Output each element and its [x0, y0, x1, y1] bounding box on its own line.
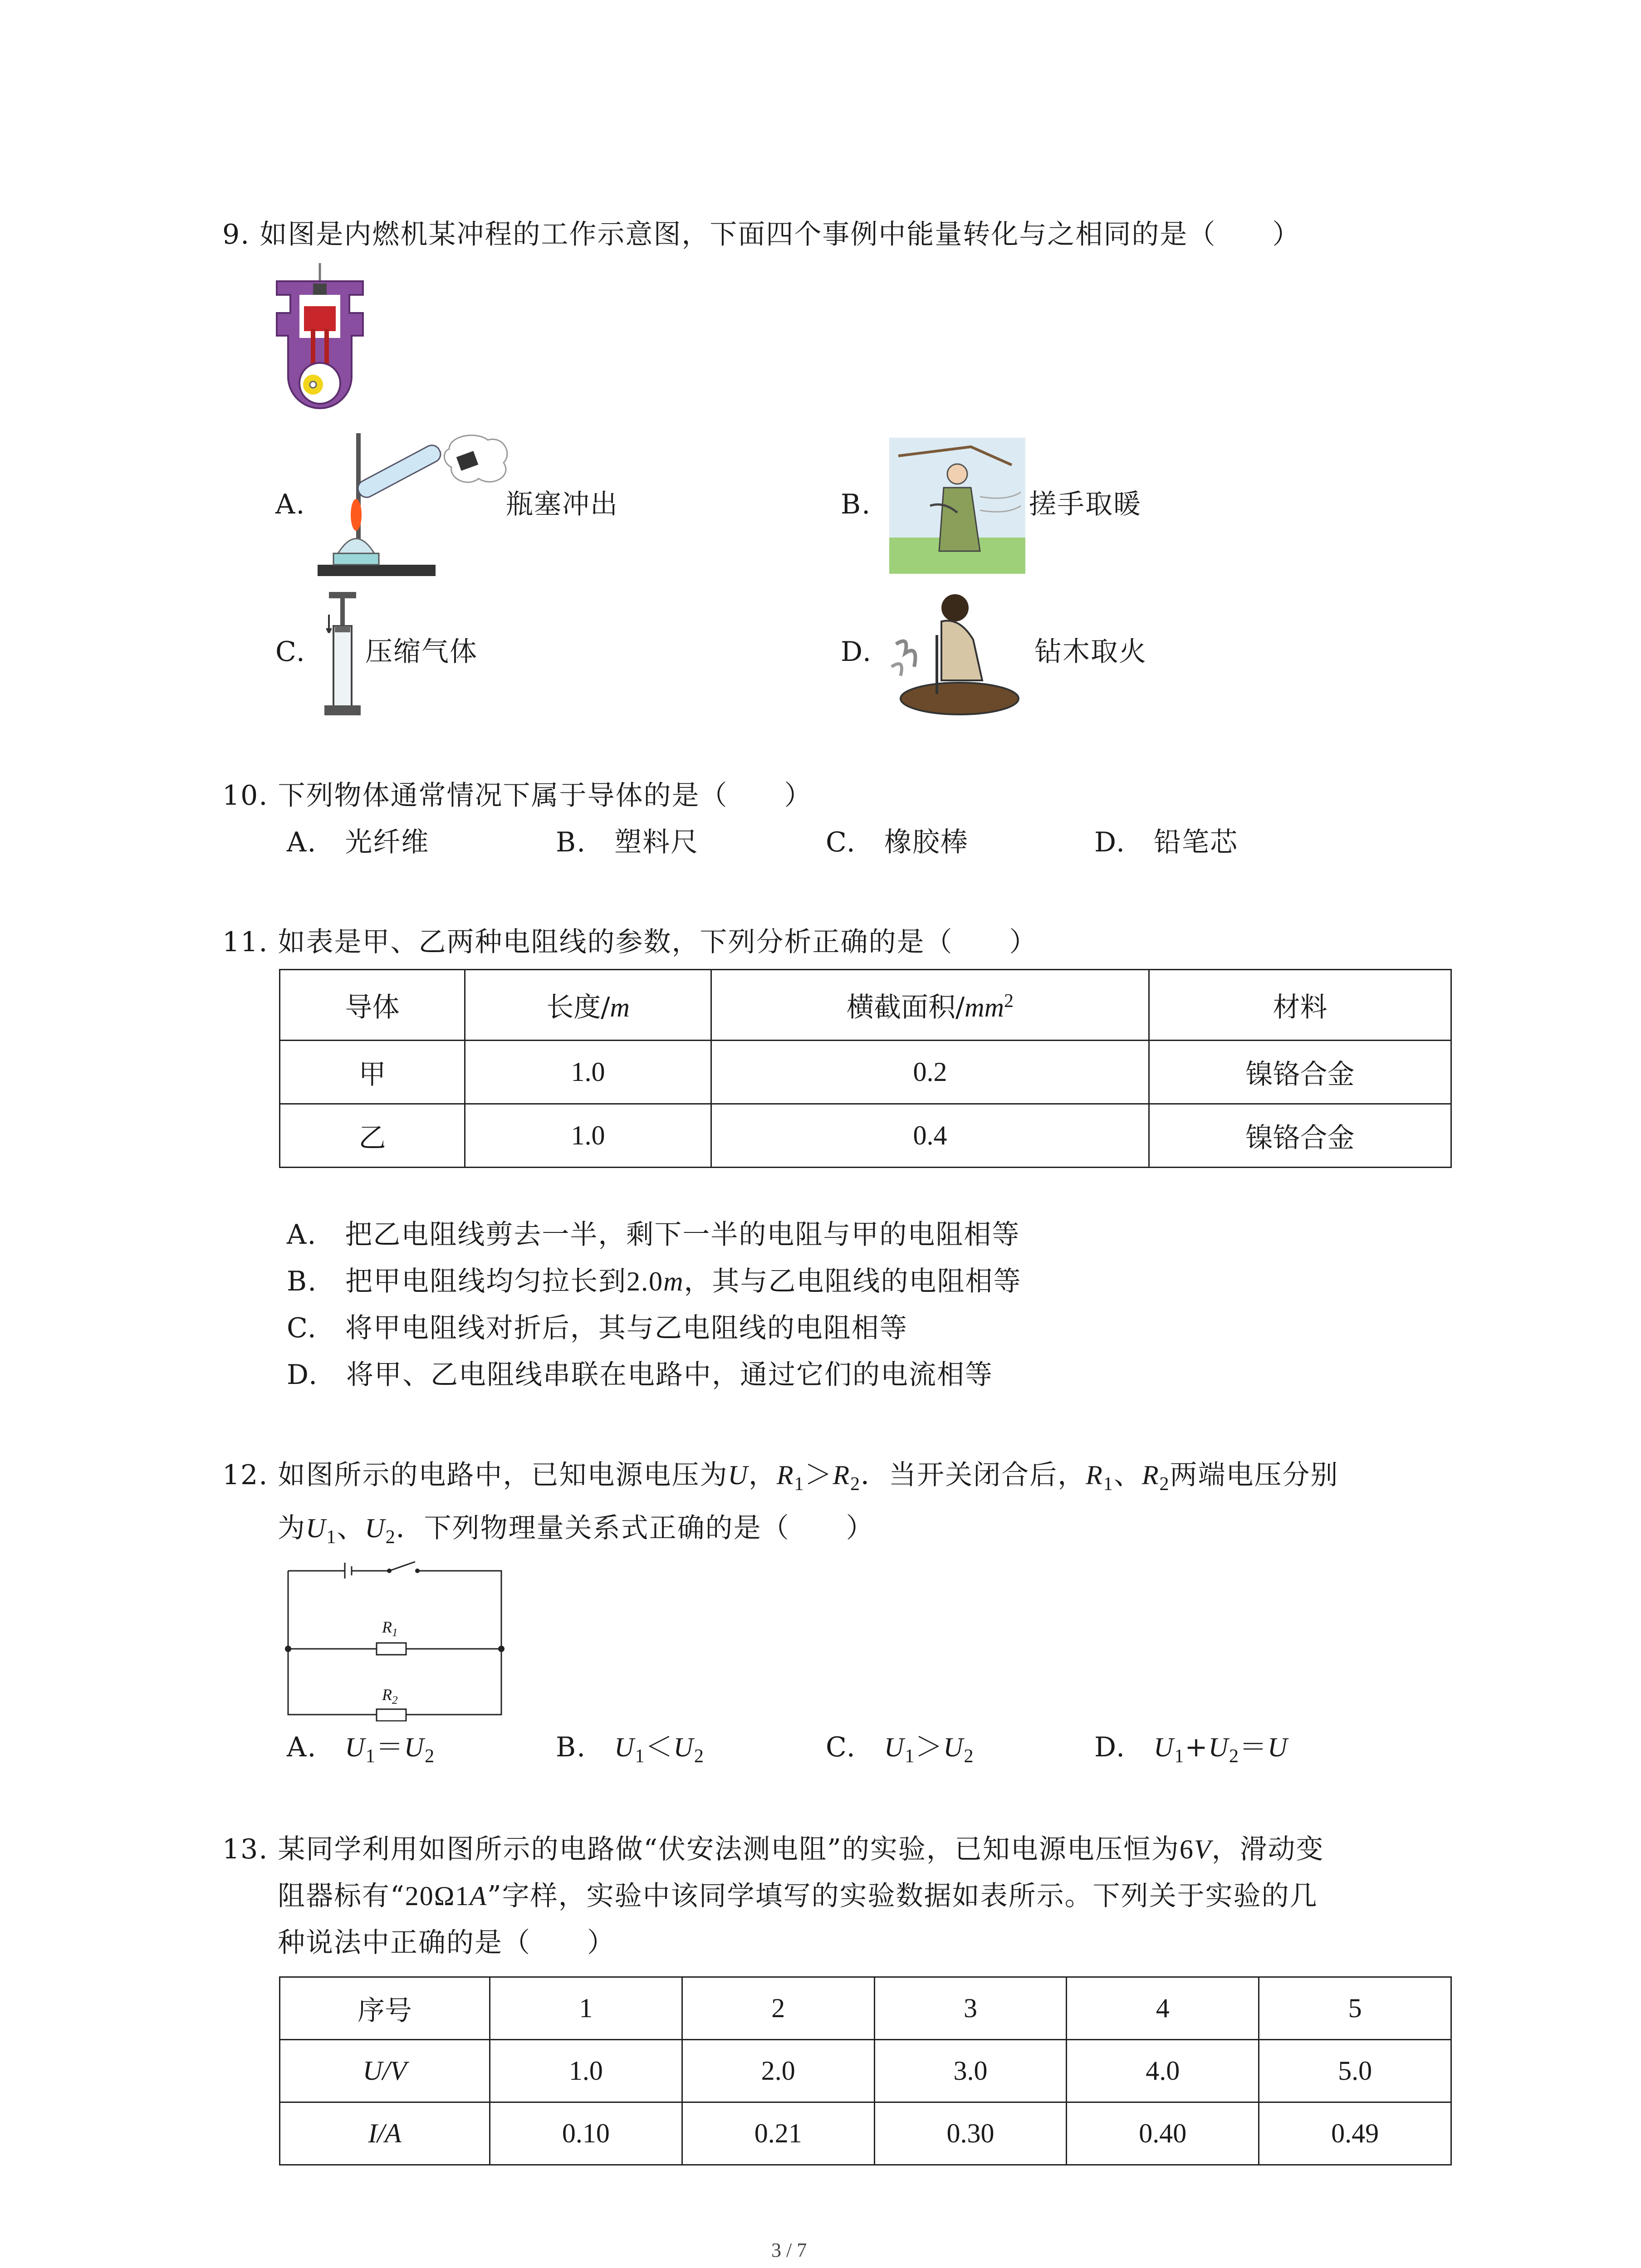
q11-table	[279, 969, 1452, 1168]
rubbing-hands-figure	[889, 438, 1025, 574]
table-row	[280, 2102, 1451, 2165]
q9-text: 如图是内燃机某冲程的工作示意图，下面四个事例中能量转化与之相同的是（ ）	[260, 219, 1301, 250]
table-cell: 2	[682, 1977, 874, 2040]
page-number: 3 / 7	[771, 2239, 807, 2261]
q9-option-c-letter: C.	[275, 636, 306, 668]
q9-option-c-text: 压缩气体	[365, 636, 478, 668]
q9-option-b-text: 搓手取暖	[1029, 489, 1141, 520]
row-label: 序号	[280, 1977, 490, 2040]
q13-table	[279, 1976, 1452, 2165]
table-cell: 4.0	[1067, 2040, 1259, 2102]
table-cell: 0.40	[1067, 2102, 1259, 2165]
table-cell: 5.0	[1259, 2040, 1451, 2102]
table-cell: 5	[1259, 1977, 1451, 2040]
test-tube-cork-figure	[313, 431, 513, 581]
q9-stem	[222, 215, 1300, 254]
q9-option-d-letter: D.	[841, 636, 872, 668]
table-cell: 镍铬合金	[1149, 1041, 1451, 1104]
drill-wood-fire-figure	[887, 590, 1023, 721]
q9-option-d-text: 钻木取火	[1034, 636, 1147, 668]
q9-option-a-letter: A.	[275, 489, 306, 520]
table-cell: 1.0	[465, 1104, 711, 1168]
table-cell: 3	[874, 1977, 1067, 2040]
q10-stem	[222, 777, 813, 815]
q11-stem	[222, 923, 1038, 961]
q13-line1: 13. 某同学利用如图所示的电路做“伏安法测电阻”的实验，已知电源电压恒为6V，滑动变	[222, 1833, 1324, 1865]
table-cell: 0.30	[874, 2102, 1067, 2165]
q10-text: 下列物体通常情况下属于导体的是（ ）	[278, 780, 813, 811]
header-cell: 材料	[1149, 970, 1451, 1041]
r1-label: $R_1$	[382, 1618, 398, 1639]
q12-line1: 12. 如图所示的电路中，已知电源电压为U，$R_1>R_2$．当开关闭合后，$R_1$、$R_2$两端电压分别	[222, 1459, 1339, 1495]
header-cell: 导体	[280, 970, 465, 1041]
table-cell: 0.10	[490, 2102, 682, 2165]
q10-option-c: C. 橡胶棒	[826, 826, 969, 858]
q11-text: 如表是甲、乙两种电阻线的参数，下列分析正确的是（ ）	[278, 926, 1038, 958]
table-cell: 0.2	[711, 1041, 1149, 1104]
table-cell: 甲	[280, 1041, 465, 1104]
table-cell: 0.4	[711, 1104, 1149, 1168]
q12-option-a: A. $U_1=U_2$	[287, 1731, 436, 1767]
table-row	[280, 2040, 1451, 2102]
table-row	[280, 1104, 1451, 1168]
compress-gas-figure	[318, 590, 367, 721]
q13-line2: 阻器标有“20Ω1A”字样，实验中该同学填写的实验数据如表所示。下列关于实验的几	[278, 1880, 1318, 1912]
q12-circuit-diagram	[281, 1560, 508, 1721]
table-row	[280, 1977, 1451, 2040]
table-cell: 2.0	[682, 2040, 874, 2102]
q12-line2: 为$U_1$、$U_2$．下列物理量关系式正确的是（ ）	[278, 1512, 874, 1548]
q11-number: 11.	[222, 926, 269, 958]
table-cell: 乙	[280, 1104, 465, 1168]
table-cell: 0.49	[1259, 2102, 1451, 2165]
q10-option-d: D. 铅笔芯	[1094, 826, 1239, 858]
row-label: U/V	[280, 2040, 490, 2102]
q9-number: 9.	[222, 219, 250, 250]
table-cell: 3.0	[874, 2040, 1067, 2102]
q12-option-d: D. $U_1+U_2=U$	[1094, 1731, 1288, 1767]
table-header-row	[280, 970, 1451, 1041]
q11-option-b: B. 把甲电阻线均匀拉长到2.0m，其与乙电阻线的电阻相等	[287, 1266, 1022, 1297]
table-cell: 镍铬合金	[1149, 1104, 1451, 1168]
q13-line3: 种说法中正确的是（ ）	[278, 1927, 615, 1959]
table-cell: 1	[490, 1977, 682, 2040]
q12-option-c: C. $U_1>U_2$	[826, 1731, 975, 1767]
q9-option-b-letter: B.	[841, 489, 872, 520]
q9-option-a-text: 瓶塞冲出	[506, 489, 618, 520]
table-cell: 0.21	[682, 2102, 874, 2165]
q10-number: 10.	[222, 780, 269, 811]
table-cell: 4	[1067, 1977, 1259, 2040]
q11-option-c: C. 将甲电阻线对折后，其与乙电阻线的电阻相等	[287, 1312, 908, 1344]
q12-option-b: B. $U_1<U_2$	[556, 1731, 705, 1767]
q10-option-b: B. 塑料尺	[556, 826, 699, 858]
q10-option-a: A. 光纤维	[287, 826, 430, 858]
q11-option-a: A. 把乙电阻线剪去一半，剩下一半的电阻与甲的电阻相等	[287, 1219, 1020, 1251]
table-cell: 1.0	[465, 1041, 711, 1104]
q11-option-d: D. 将甲、乙电阻线串联在电路中，通过它们的电流相等	[287, 1359, 994, 1391]
row-label: I/A	[280, 2102, 490, 2165]
header-cell: 横截面积$/mm^2$	[711, 970, 1149, 1041]
r2-label: $R_2$	[382, 1686, 398, 1707]
header-cell: 长度/m	[465, 970, 711, 1041]
table-row	[280, 1041, 1451, 1104]
table-cell: 1.0	[490, 2040, 682, 2102]
engine-diagram	[268, 263, 372, 426]
